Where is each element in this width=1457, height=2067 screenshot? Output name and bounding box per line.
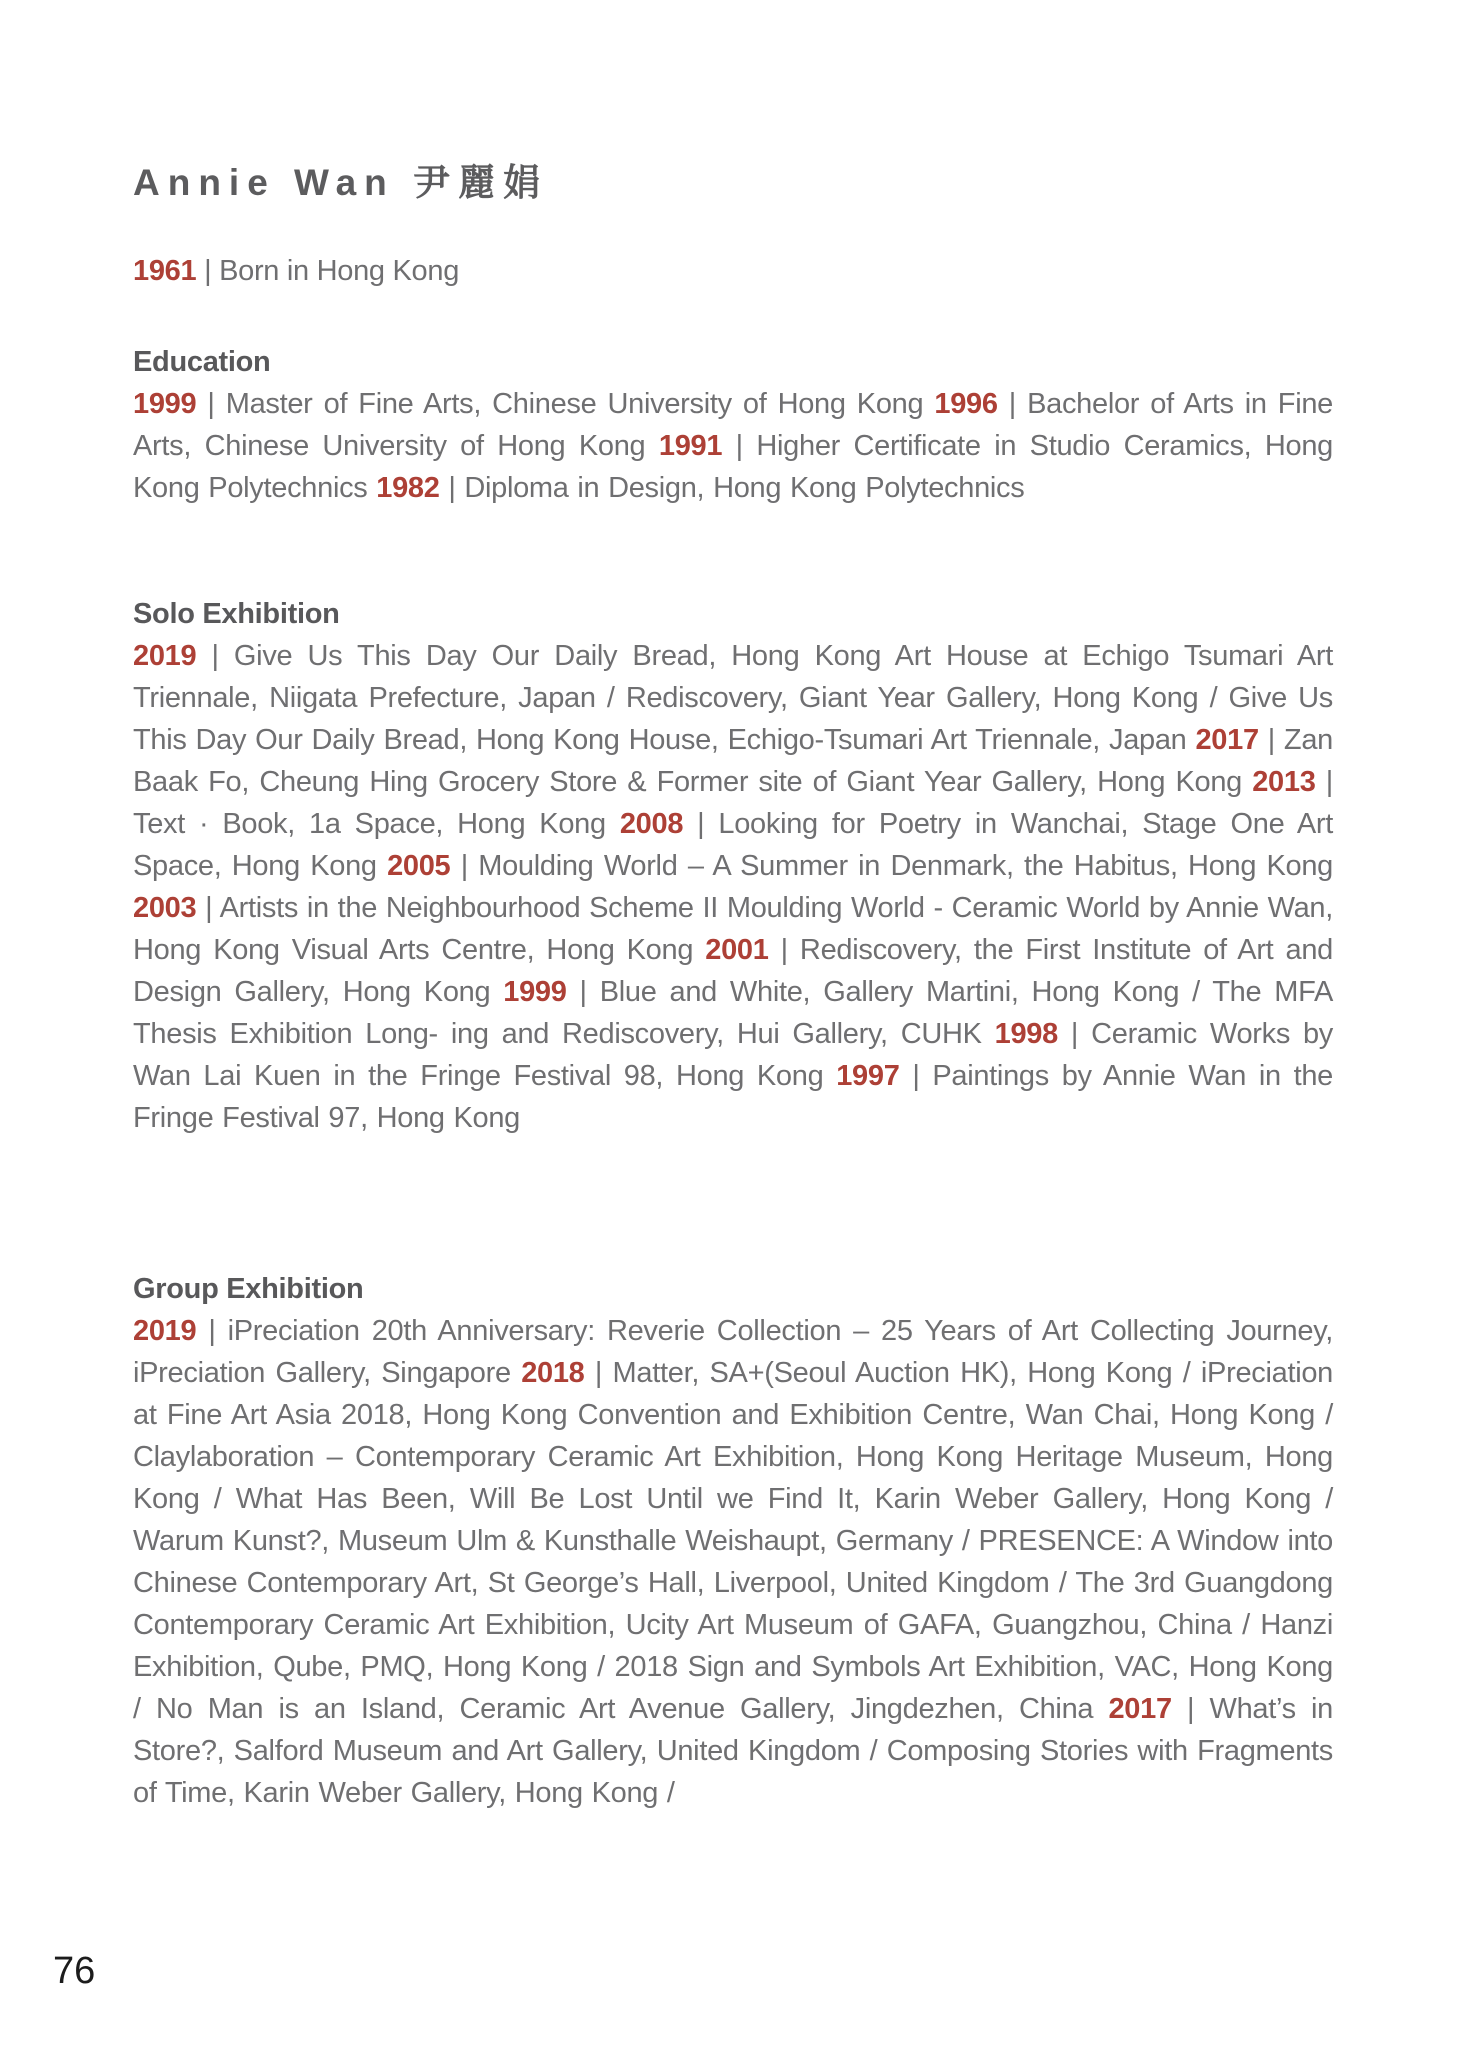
entry-text: | Moulding World – A Summer in Denmark, the Habitus, Hong Kong <box>450 850 1334 882</box>
entry-text: | Rediscovery, the First Institute of Art and Design Gallery, Hong Kong <box>133 934 1333 1008</box>
entry-text: | Give Us This Day Our Daily Bread, Hong Kong Art House at Echigo Tsumari Art Triennale, Niigata Prefecture, Japan / Rediscovery, Giant Year Gallery, Hong Kong / Give Us This Day Our Daily Bread, Hong Kong House, Echigo-Tsumari Art Triennale, Japan <box>133 640 1333 756</box>
section-heading-education: Education <box>133 346 271 378</box>
birth-line <box>133 250 1333 292</box>
page-number: 76 <box>53 1950 96 1992</box>
year-label: 1997 <box>836 1060 900 1092</box>
year-label: 1991 <box>658 430 723 462</box>
entry-text: | Text · Book, 1a Space, Hong Kong <box>133 766 1333 840</box>
year-label: 2013 <box>1252 766 1316 798</box>
entry-text: | Looking for Poetry in Wanchai, Stage One Art Space, Hong Kong <box>133 808 1333 882</box>
entry-text: | Blue and White, Gallery Martini, Hong Kong / The MFA Thesis Exhibition Long- ing and Rediscovery, Hui Gallery, CUHK <box>133 976 1333 1050</box>
year-label: 1999 <box>133 388 197 420</box>
year-label: 2017 <box>1195 724 1259 756</box>
year-label: 2019 <box>133 1315 197 1347</box>
year-label: 1982 <box>376 472 440 504</box>
year-label: 2005 <box>387 850 451 882</box>
section-solo-exhibition <box>133 593 1333 1139</box>
page-title: Annie Wan 尹麗娟 <box>133 162 549 203</box>
year-label: 2008 <box>619 808 684 840</box>
entry-text: | Higher Certificate in Studio Ceramics, Hong Kong Polytechnics <box>133 430 1334 504</box>
section-education <box>133 341 1333 509</box>
year-label: 1996 <box>934 388 998 420</box>
entry-text: | Zan Baak Fo, Cheung Hing Grocery Store & Former site of Giant Year Gallery, Hong Kong <box>133 724 1333 798</box>
section-body-solo-exhibition <box>133 635 1333 1139</box>
year-label: 1961 <box>133 255 197 287</box>
year-label: 2017 <box>1108 1693 1172 1725</box>
section-heading-group-exhibition: Group Exhibition <box>133 1273 364 1305</box>
section-body-group-exhibition <box>133 1310 1333 1814</box>
entry-text: | Artists in the Neighbourhood Scheme II Moulding World - Ceramic World by Annie Wan, Hong Kong Visual Arts Centre, Hong Kong <box>133 892 1333 966</box>
entry-text: | Ceramic Works by Wan Lai Kuen in the Fringe Festival 98, Hong Kong <box>133 1018 1334 1092</box>
section-body-education <box>133 383 1333 509</box>
entry-text: | What’s in Store?, Salford Museum and Art Gallery, United Kingdom / Composing Stories with Fragments of Time, Karin Weber Gallery, Hong Kong / <box>133 1693 1334 1809</box>
entry-text: | Bachelor of Arts in Fine Arts, Chinese University of Hong Kong <box>133 388 1333 462</box>
year-label: 2018 <box>521 1357 585 1389</box>
year-label: 2019 <box>133 640 197 672</box>
entry-text: | Diploma in Design, Hong Kong Polytechnics <box>439 472 1025 504</box>
section-heading-solo-exhibition: Solo Exhibition <box>133 598 340 630</box>
entry-text: | Matter, SA+(Seoul Auction HK), Hong Kong / iPreciation at Fine Art Asia 2018, Hong Kong Convention and Exhibition Centre, Wan Chai, Hong Kong / Claylaboration – Contemporary Ceramic Art Exhibition, Hong Kong Heritage Museum, Hong Kong / What Has Been, Will Be Lost Until we Find It, Karin Weber Gallery, Hong Kong / Warum Kunst?, Museum Ulm & Kunsthalle Weishaupt, Germany / PRESENCE: A Window into Chinese Contemporary Art, St George’s Hall, Liverpool, United Kingdom / The 3rd Guangdong Contemporary Ceramic Art Exhibition, Ucity Art Museum of GAFA, Guangzhou, China / Hanzi Exhibition, Qube, PMQ, Hong Kong / 2018 Sign and Symbols Art Exhibition, VAC, Hong Kong / No Man is an Island, Ceramic Art Avenue Gallery, Jingdezhen, China <box>133 1357 1333 1725</box>
year-label: 1999 <box>503 976 567 1008</box>
entry-text: | Master of Fine Arts, Chinese University of Hong Kong <box>196 388 935 420</box>
entry-text: | Paintings by Annie Wan in the Fringe Festival 97, Hong Kong <box>133 1060 1333 1134</box>
entry-text: | iPreciation 20th Anniversary: Reverie Collection – 25 Years of Art Collecting Journey, iPreciation Gallery, Singapore <box>133 1315 1333 1389</box>
entry-text: | Born in Hong Kong <box>196 255 460 287</box>
year-label: 2003 <box>133 892 197 924</box>
section-group-exhibition <box>133 1268 1333 1814</box>
year-label: 2001 <box>705 934 769 966</box>
year-label: 1998 <box>994 1018 1058 1050</box>
